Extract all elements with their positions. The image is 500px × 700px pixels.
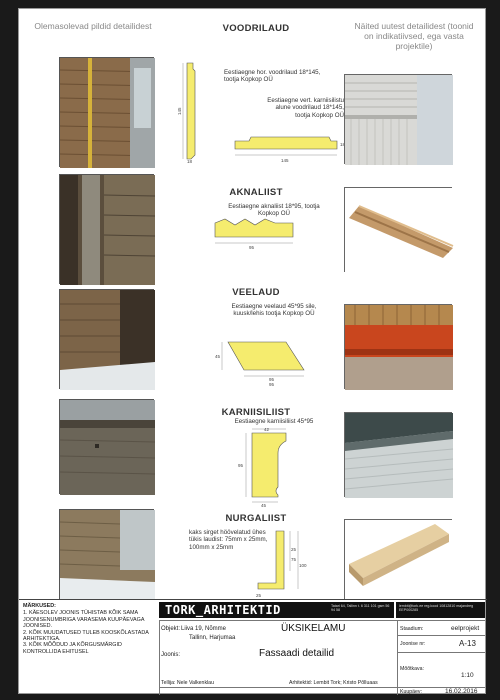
profile-drawing-veelaud [214, 334, 314, 391]
note-voodrilaud-vertical: Eestiaegne vert. karniisilistu alune voodrilaud 18*145, tootja Kopkop OÜ [267, 97, 344, 119]
dim-top: 42 [264, 427, 270, 432]
dim-thickness-bottom: 25 [256, 593, 262, 598]
note-aknaliist: Eestiaegne aknaliist 18*95, tootja Kopkop OÜ [228, 203, 320, 218]
section-title-aknaliist: AKNALIIST [229, 187, 283, 198]
remark-2: 2. KÕIK MUUDATUSED TULEB KOOSKÕLASTADA ARHITEKTIGA. [23, 629, 149, 643]
profile-drawing-nurgaliist [254, 527, 314, 604]
remarks-header: MÄRKUSED: [23, 603, 56, 609]
profile-drawing-aknaliist [209, 215, 309, 256]
section-title-voodrilaud: VOODRILAUD [222, 23, 290, 34]
joonise-nr-label: Joonise nr: [400, 641, 426, 647]
photo-example-water-board [344, 304, 452, 389]
photo-example-corner [344, 519, 452, 599]
photo-existing-corner [59, 509, 154, 599]
objekt-city: Tallinn, Harjumaa [189, 635, 236, 641]
company-brand: TORK_ARHITEKTID [165, 603, 281, 617]
architects: Arhitektid: Lembit Tork; Kristo Põlluaas [289, 680, 378, 686]
drawing-name: Fassaadi detailid [259, 648, 335, 659]
dim-bottom: 45 [261, 503, 267, 508]
dim-width-bottom: 95 [269, 382, 275, 387]
moodkava-label: Mõõtkava: [400, 666, 424, 672]
objekt-value: Liiva 19, Nõmme [181, 626, 227, 632]
client: Tellija: Nele Valkenklau [161, 680, 214, 686]
joonise-nr-value: A-13 [459, 639, 476, 648]
photo-example-window-trim [344, 187, 452, 272]
title-block [19, 599, 487, 695]
dim-width: 95 [249, 245, 255, 250]
note-karniisiliist: Eestiaegne karniisiliist 45*95 [234, 418, 314, 425]
photo-example-siding [344, 74, 452, 164]
remark-1: 1. KÄESOLEV JOONIS TÜHISTAB KÕIK SAMA JOONISENUMBRIGA VARASEMA KUUPÄEVAGA JOONISED. [23, 610, 145, 630]
dim-width: 145 [281, 158, 289, 163]
stadium-label: Staadium: [400, 626, 424, 632]
company-address: Tatari 64, Tallinn t. 6 311 101 gsm 56 94 58 [331, 604, 390, 613]
photo-existing-water-board [59, 289, 154, 389]
stadium-value: eelprojekt [451, 625, 480, 632]
dim-width-top: 25 [291, 547, 297, 552]
drawing-sheet [18, 8, 486, 694]
note-veelaud: Eestiaegne veelaud 45*95 sile, kuusk/lehis tootja Kopkop OÜ [231, 303, 317, 318]
dim-75: 75 [291, 557, 297, 562]
project-name: ÜKSIKELAMU [281, 623, 346, 634]
dim-thickness: 45 [215, 354, 221, 359]
photo-existing-window-trim [59, 174, 154, 284]
joonis-label: Joonis: [161, 652, 181, 658]
kuupaev-value: 16.02.2016 [445, 688, 478, 695]
photo-existing-cornice [59, 399, 154, 494]
left-column-header: Olemasolevad pildid detailidest [34, 21, 152, 31]
objekt-label: Objekt: [161, 626, 181, 632]
dim-thickness-vertical: 18 [340, 142, 346, 147]
dim-height: 145 [177, 107, 182, 115]
dim-width-top: 95 [269, 377, 275, 382]
note-nurgaliist: kaks sirget höövelatud ühes tükis laudist: 75mm x 25mm, 100mm x 25mm [189, 529, 268, 551]
company-logo [159, 602, 394, 618]
profile-drawing-voodrilaud-horizontal [179, 59, 209, 169]
profile-drawing-voodrilaud-vertical [229, 133, 349, 170]
dim-height: 95 [238, 463, 244, 468]
section-title-veelaud: VEELAUD [232, 287, 280, 298]
note-voodrilaud-horizontal: Eestiaegne hor. voodrilaud 18*145, tootja Kopkop OÜ [224, 69, 321, 84]
photo-example-cornice [344, 412, 452, 497]
company-contact: lembit@tork.ee reg.kood 10812810 majandreg EEP000285 [396, 602, 485, 618]
photo-existing-siding [59, 57, 154, 167]
right-column-header: Näited uutest detailidest (toonid on indikatiivsed, ega vasta projektile) [354, 21, 474, 51]
dim-thickness: 18 [187, 159, 193, 164]
section-title-karniisiliist: KARNIISILIIST [221, 407, 291, 418]
dim-100: 100 [299, 563, 307, 568]
remarks [23, 603, 155, 655]
moodkava-value: 1:10 [461, 672, 474, 679]
remark-3: 3. KÕIK MÕÕDUD JA KÕRGUSMÄRGID KONTROLLIDA EHITUSEL [23, 642, 122, 655]
profile-drawing-karniisiliist [234, 427, 304, 512]
kuupaev-label: Kuupäev: [400, 689, 422, 695]
section-title-nurgaliist: NURGALIIST [225, 513, 287, 524]
